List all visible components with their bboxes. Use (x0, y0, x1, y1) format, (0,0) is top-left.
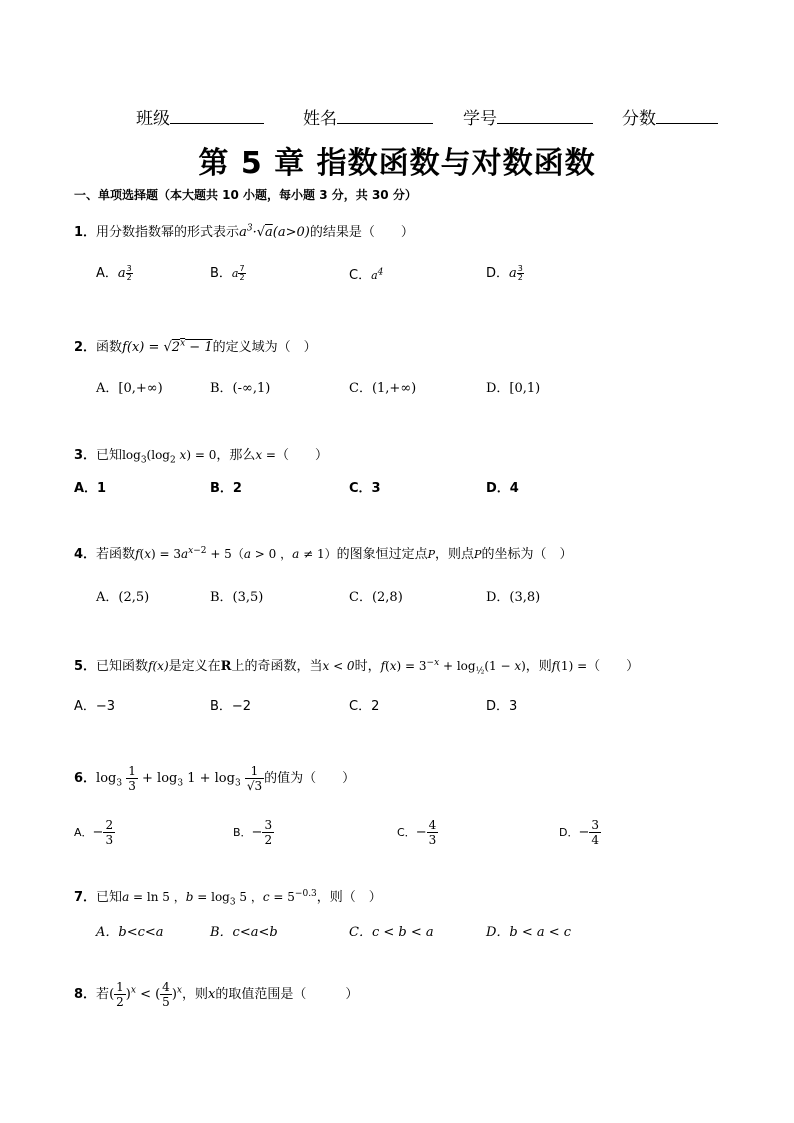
question-number: 1． (74, 225, 97, 240)
question-text: 的坐标为（ ） (481, 547, 573, 562)
question-text: ，则 (525, 659, 552, 674)
question-8: 8．若( $\frac{1}{2}$ )$^x$ < ( $\frac{4}{5}$ )$^x$，则x的取值范围是（ ） (74, 980, 359, 1009)
question-text: 是定义在 (168, 659, 221, 674)
option-a[interactable]: A．− $\frac{2}{3}$ (74, 818, 114, 847)
score-blank (656, 107, 718, 124)
question-text: （ ） (275, 448, 328, 463)
question-number: 3． (74, 448, 97, 463)
option-b[interactable]: B．a $\frac{7}{2}$ (210, 264, 245, 282)
option-b[interactable]: B．c<a<b (210, 925, 278, 940)
question-5: 5．已知函数f(x)是定义在R上的奇函数，当x < 0时，$f(x) = 3^{-x} + \log_{\frac{1}{2}}(1 - x)$，则f(1) =（ ） (74, 658, 640, 677)
question-text: （ ） (587, 659, 640, 674)
question-number: 6． (74, 771, 97, 786)
option-b[interactable]: B．(3,5) (210, 590, 264, 605)
math-expression: $f(x) = 3^{-x} + \log_{\frac{1}{2}}(1 - x)$ (380, 658, 526, 677)
question-text: ，则 (181, 987, 208, 1002)
option-b[interactable]: B．2 (210, 481, 242, 496)
question-number: 8． (74, 987, 97, 1002)
question-text: 的取值范围是（ ） (215, 987, 359, 1002)
question-1 (74, 221, 414, 240)
option-d[interactable]: D．4 (486, 481, 519, 496)
question-number: 4． (74, 547, 97, 562)
name-blank (337, 107, 433, 124)
question-text: 的定义域为（ ） (212, 340, 317, 355)
question-text: 用分数指数幂的形式表示 (96, 225, 240, 240)
question-text: 时， (354, 659, 381, 674)
option-b[interactable]: B．− $\frac{3}{2}$ (233, 818, 273, 847)
math-expression: x = (255, 448, 276, 462)
option-d[interactable]: D．(3,8) (486, 590, 541, 605)
option-d[interactable]: D．[0,1) (486, 381, 541, 396)
question-number: 2． (74, 340, 97, 355)
option-a[interactable]: A．a $\frac{3}{2}$ (96, 264, 132, 282)
option-b[interactable]: B．(-∞,1) (210, 381, 271, 396)
student-id-field (463, 104, 593, 129)
question-3 (74, 444, 328, 465)
student-id-label: 学号 (463, 109, 497, 129)
option-c[interactable]: C．$a^4$ (349, 267, 384, 283)
question-text: 已知 (96, 890, 123, 905)
question-text: 函数 (96, 340, 123, 355)
option-c[interactable]: C．− $\frac{4}{3}$ (397, 818, 437, 847)
math-expression: $a^3\cdot√a(a>0)$ (239, 223, 310, 240)
math-expression: ( $\frac{1}{2}$ )$^x$ < ( $\frac{4}{5}$ )$^x$ (109, 980, 182, 1009)
math-expression: $\log_3(\log_2$ x) = 0 (122, 448, 217, 466)
option-d[interactable]: D．− $\frac{3}{4}$ (559, 818, 600, 847)
question-text: 上的奇函数，当 (231, 659, 323, 674)
question-text: 已知函数 (96, 659, 149, 674)
question-text: 若 (96, 987, 110, 1002)
question-text: ，则（ ） (316, 890, 382, 905)
question-6 (74, 764, 355, 793)
question-text: 已知 (96, 448, 123, 463)
option-d[interactable]: D．a $\frac{3}{2}$ (486, 264, 523, 282)
question-text: 的值为（ ） (264, 771, 356, 786)
question-text: 的图象恒过定点 (336, 547, 428, 562)
option-a[interactable]: A．[0,+∞) (96, 381, 163, 396)
math-expression: $f(x) = 3a^{x-2} + 5(a > 0$ ，a ≠ 1） (135, 546, 337, 561)
question-text: ，则点 (435, 547, 475, 562)
score-field (622, 104, 718, 129)
page-title: 第 5 章 指数函数与对数函数 (198, 146, 596, 181)
math-expression: $\log_3$ $\frac{1}{3}$ + $\log_3 1 + \log_3$ $\frac{1}{√3}$ (96, 764, 263, 793)
question-number: 7． (74, 890, 97, 905)
math-expression: f(x) (148, 659, 169, 673)
math-expression: a = ln 5 ，$b = \log_3 5$ ，$c = 5^{-0.3}$ (122, 889, 317, 908)
option-b[interactable]: B．−2 (210, 699, 252, 714)
option-c[interactable]: C．3 (349, 481, 381, 496)
option-a[interactable]: A．b<c<a (96, 925, 164, 940)
section-heading: 一、单项选择题（本大题共 10 小题，每小题 3 分，共 30 分） (74, 188, 417, 202)
option-c[interactable]: C．(1,+∞) (349, 381, 417, 396)
option-a[interactable]: A．(2,5) (96, 590, 150, 605)
question-4: 4．若函数$f(x) = 3a^{x-2} + 5(a > 0$ ，a ≠ 1）的图象恒过定点P，则点P的坐标为（ ） (74, 546, 573, 562)
question-text: 若函数 (96, 547, 136, 562)
option-d[interactable]: D．3 (486, 699, 518, 714)
question-text: ，那么 (216, 448, 256, 463)
math-expression: $f(x) = √2^x - 1$ (122, 338, 213, 355)
question-7 (74, 886, 382, 907)
option-d[interactable]: D．b < a < c (486, 925, 572, 940)
option-c[interactable]: C．(2,8) (349, 590, 403, 605)
question-2 (74, 336, 317, 355)
option-a[interactable]: A．1 (74, 481, 107, 496)
student-id-blank (497, 107, 593, 124)
option-a[interactable]: A．−3 (74, 699, 116, 714)
score-label: 分数 (622, 109, 656, 129)
class-field (136, 104, 264, 129)
question-number: 5． (74, 659, 97, 674)
option-c[interactable]: C．2 (349, 699, 380, 714)
class-label: 班级 (136, 109, 170, 129)
name-label: 姓名 (303, 109, 337, 129)
option-c[interactable]: C．c < b < a (349, 925, 434, 940)
question-text: 的结果是（ ） (309, 225, 414, 240)
name-field (303, 104, 433, 129)
class-blank (170, 107, 264, 124)
